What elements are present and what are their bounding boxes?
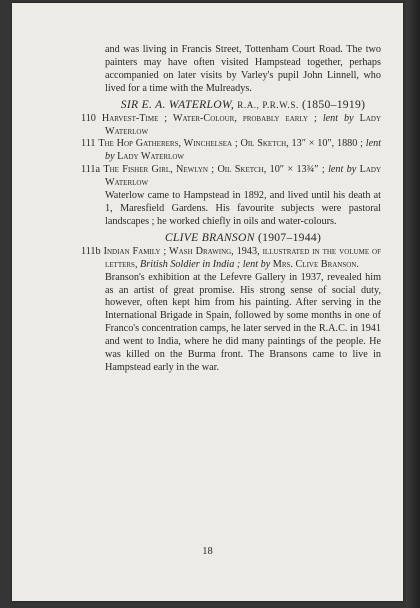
document-page <box>12 3 403 601</box>
intro-paragraph: and was living in Francis Street, Tottenham Court Road. The two painters may have often visited Hampstead together, perhaps accompanied on later visits by Varley's pupil John Linnell, who lived for a time with the Mulreadys. <box>105 44 381 94</box>
artist-dates: (1850–1919) <box>302 97 366 111</box>
entry-lent: lent by <box>328 164 357 176</box>
artist-name: CLIVE BRANSON <box>164 230 255 244</box>
section-heading-waterlow <box>105 98 381 112</box>
entry-number: 111b <box>81 245 101 257</box>
entry-book-title: British Soldier in India ; <box>140 258 241 270</box>
catalogue-entry <box>81 246 381 272</box>
artist-note-waterlow: Waterlow came to Hampstead in 1892, and lived until his death at 1, Maresfield Gardens. His favourite subjects were pastoral landscapes ; he worked chiefly in oils and water-colours. <box>105 190 381 227</box>
catalogue-entry <box>81 113 381 139</box>
entry-title: The Fisher Girl, Newlyn ; Oil Sketch, 10″ × 13¾″ ; <box>103 164 325 176</box>
artist-honours: R.A., P.R.W.S. <box>237 99 299 110</box>
artist-dates: (1907–1944) <box>257 230 322 244</box>
catalogue-entry <box>81 164 381 190</box>
entry-lent: lent by <box>322 112 354 124</box>
entry-title: Harvest-Time ; Water-Colour, probably early ; <box>101 112 317 124</box>
entry-owner: Lady Waterlow <box>117 151 184 163</box>
entry-number: 111a <box>81 164 101 176</box>
entry-owner: Lady Waterlow <box>105 164 382 189</box>
entry-title: Indian Family ; Wash Drawing, 1943, illustrated in the volume of letters, <box>103 245 382 270</box>
entry-number: 111 <box>81 138 96 150</box>
artist-note-branson: Branson's exhibition at the Lefevre Gallery in 1937, revealed him as an artist of great promise. His strong sense of social duty, however, often kept him from his painting. After serving in the International Brigade in Spain, followed by some months in one of Franco's concentration camps, he later served in the R.A.C. in 1941 and went to India, where he did many paintings of the people. He was killed on the Burma front. The Bransons came to live in Hampstead early in the war. <box>105 271 381 373</box>
entry-owner: Lady Waterlow <box>105 112 382 137</box>
catalogue-entry <box>81 138 381 164</box>
entry-owner: Mrs. Clive Branson. <box>272 258 359 270</box>
entry-title: The Hop Gatherers, Winchelsea ; Oil Sketch, 13″ × 10″, 1880 ; <box>98 138 363 150</box>
section-heading-branson <box>105 231 381 245</box>
artist-name: SIR E. A. WATERLOW, <box>120 97 235 111</box>
entry-lent: lent by <box>242 258 271 270</box>
scan-edge-shadow <box>406 0 420 608</box>
entry-number: 110 <box>81 112 96 124</box>
page-text <box>81 44 382 375</box>
entry-lent: lent by <box>105 138 382 163</box>
page-number: 18 <box>202 546 213 557</box>
